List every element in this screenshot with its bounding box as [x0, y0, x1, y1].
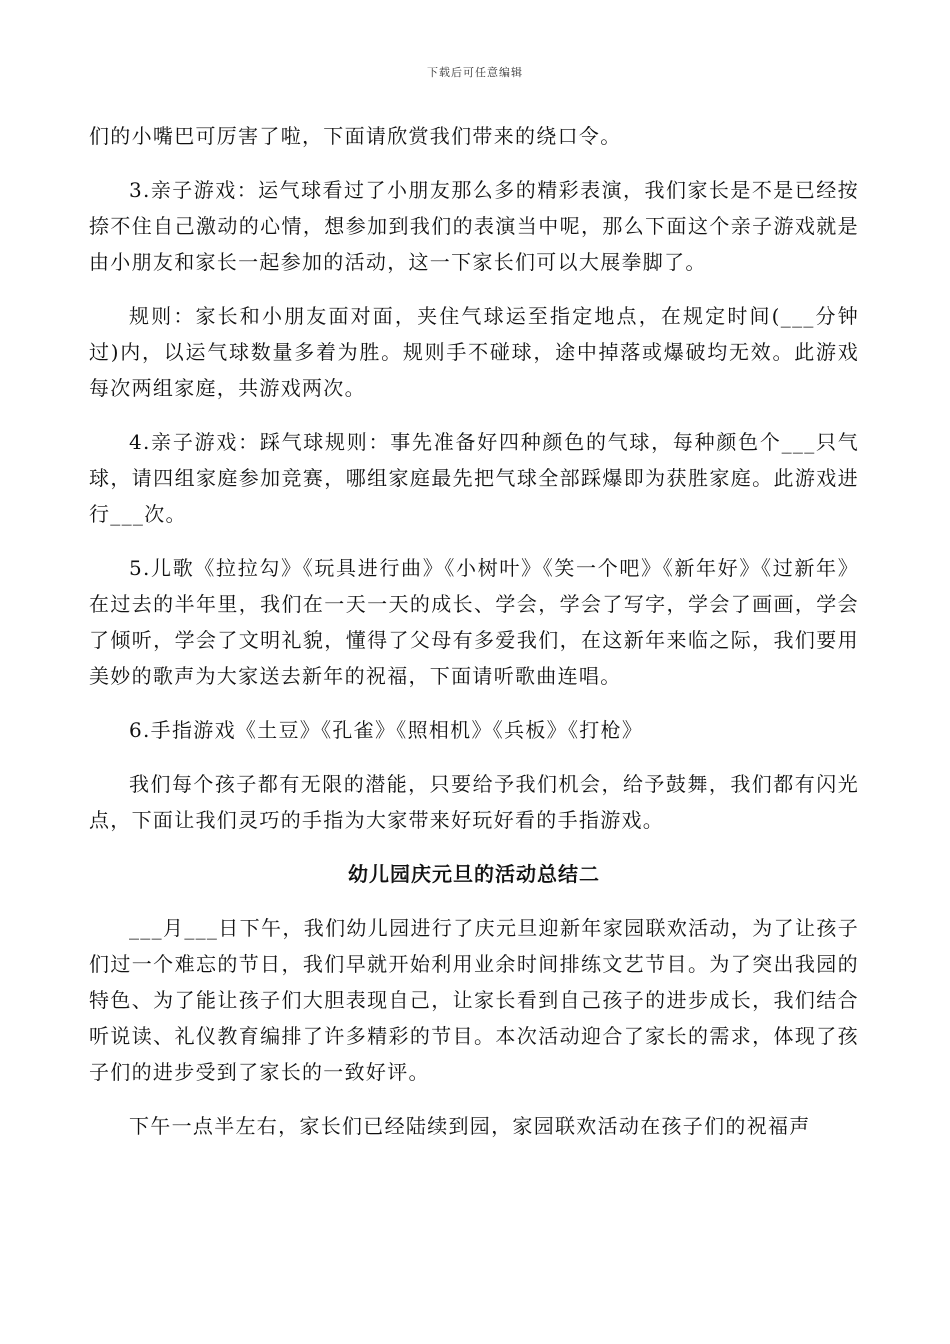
- document-body: [89, 118, 859, 1162]
- paragraph-3: 规则：家长和小朋友面对面，夹住气球运至指定地点，在规定时间(___分钟过)内，以运气球数量多着为胜。规则手不碰球，途中掉落或爆破均无效。此游戏每次两组家庭，共游戏两次。: [89, 304, 859, 400]
- paragraph-6: 6.手指游戏《土豆》《孔雀》《照相机》《兵板》《打枪》: [129, 718, 644, 742]
- paragraph-1: 们的小嘴巴可厉害了啦，下面请欣赏我们带来的绕口令。: [89, 124, 622, 148]
- paragraph-5: 5.儿歌《拉拉勾》《玩具进行曲》《小树叶》《笑一个吧》《新年好》《过新年》在过去的半年里，我们在一天一天的成长、学会，学会了写字，学会了画画，学会了倾听，学会了文明礼貌，懂得了父母有多爱我们，在这新年来临之际，我们要用美妙的歌声为大家送去新年的祝福，下面请听歌曲连唱。: [89, 556, 859, 688]
- paragraph-2: 3.亲子游戏：运气球看过了小朋友那么多的精彩表演，我们家长是不是已经按捺不住自己激动的心情，想参加到我们的表演当中呢，那么下面这个亲子游戏就是由小朋友和家长一起参加的活动，这一下家长们可以大展拳脚了。: [89, 178, 859, 274]
- paragraph-4: 4.亲子游戏：踩气球规则：事先准备好四种颜色的气球，每种颜色个___只气球，请四组家庭参加竞赛，哪组家庭最先把气球全部踩爆即为获胜家庭。此游戏进行___次。: [89, 430, 859, 526]
- section-title: 幼儿园庆元旦的活动总结二: [348, 862, 600, 886]
- page-header: 下载后可任意编辑: [427, 66, 523, 79]
- paragraph-9: 下午一点半左右，家长们已经陆续到园，家园联欢活动在孩子们的祝福声: [129, 1114, 811, 1138]
- paragraph-7: 我们每个孩子都有无限的潜能，只要给予我们机会，给予鼓舞，我们都有闪光点，下面让我们灵巧的手指为大家带来好玩好看的手指游戏。: [89, 772, 859, 832]
- paragraph-8: ___月___日下午，我们幼儿园进行了庆元旦迎新年家园联欢活动，为了让孩子们过一个难忘的节日，我们早就开始利用业余时间排练文艺节目。为了突出我园的特色、为了能让孩子们大胆表现自己，让家长看到自己孩子的进步成长，我们结合听说读、礼仪教育编排了许多精彩的节目。本次活动迎合了家长的需求，体现了孩子们的进步受到了家长的一致好评。: [89, 916, 859, 1084]
